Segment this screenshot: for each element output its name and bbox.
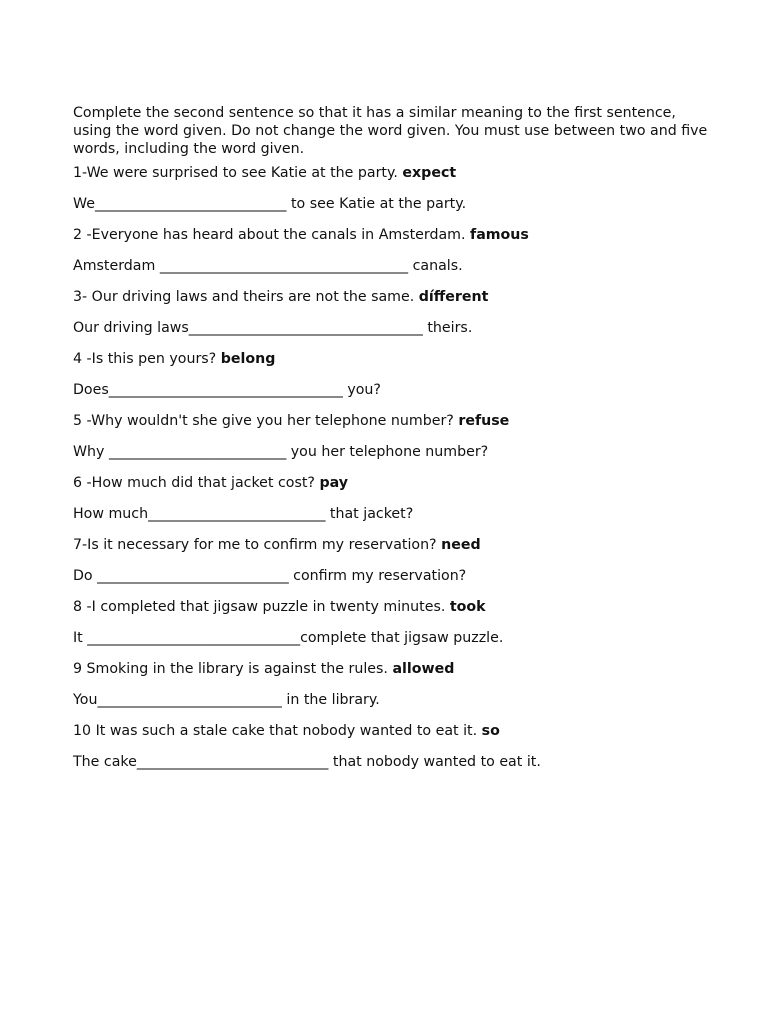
question-1-keyword: expect	[402, 165, 457, 181]
question-9	[73, 660, 713, 691]
answer-5-end: you her telephone number?	[286, 444, 489, 460]
question-8	[73, 598, 713, 629]
answer-9-start: You	[73, 692, 98, 708]
question-8-keyword: took	[449, 599, 486, 615]
answer-2-blank[interactable]: ___________________________________	[159, 258, 409, 274]
answer-8-blank[interactable]: ______________________________	[87, 630, 301, 646]
question-1-prompt: 1-We were surprised to see Katie at the party.	[73, 165, 403, 181]
answer-6-blank[interactable]: _________________________	[148, 506, 326, 522]
question-7	[73, 536, 713, 567]
question-6-keyword: pay	[319, 475, 348, 491]
question-9-prompt: 9 Smoking in the library is against the rules.	[73, 661, 393, 677]
answer-8-start: It	[73, 630, 88, 646]
question-9-keyword: allowed	[392, 661, 455, 677]
answer-10-start: The cake	[73, 754, 137, 770]
answer-1-end: to see Katie at the party.	[286, 196, 467, 212]
answer-10-blank[interactable]: ___________________________	[136, 754, 329, 770]
answer-4	[73, 381, 713, 412]
question-4	[73, 350, 713, 381]
answer-3-start: Our driving laws	[73, 320, 189, 336]
answer-10-end: that nobody wanted to eat it.	[328, 754, 541, 770]
answer-10	[73, 753, 713, 784]
answer-4-blank[interactable]: _________________________________	[108, 382, 343, 398]
instructions-text: Complete the second sentence so that it has a similar meaning to the first sentence, using the word given. Do not change the word given. You must use between two and five words, including the word given.	[73, 105, 708, 157]
answer-6	[73, 505, 713, 536]
question-4-prompt: 4 -Is this pen yours?	[73, 351, 221, 367]
answer-3-blank[interactable]: _________________________________	[188, 320, 423, 336]
worksheet-page	[73, 104, 713, 784]
answer-1-blank[interactable]: ___________________________	[94, 196, 287, 212]
question-2-prompt: 2 -Everyone has heard about the canals in Amsterdam.	[73, 227, 471, 243]
answer-2	[73, 257, 713, 288]
question-5-keyword: refuse	[458, 413, 510, 429]
question-10-keyword: so	[481, 723, 500, 739]
answer-9	[73, 691, 713, 722]
question-5-prompt: 5 -Why wouldn't she give you her telephone number?	[73, 413, 459, 429]
question-6-prompt: 6 -How much did that jacket cost?	[73, 475, 320, 491]
answer-6-start: How much	[73, 506, 149, 522]
answer-8	[73, 629, 713, 660]
question-8-prompt: 8 -I completed that jigsaw puzzle in twenty minutes.	[73, 599, 450, 615]
question-3	[73, 288, 713, 319]
question-2	[73, 226, 713, 257]
question-5	[73, 412, 713, 443]
question-7-keyword: need	[441, 537, 481, 553]
answer-2-start: Amsterdam	[73, 258, 160, 274]
question-3-prompt: 3- Our driving laws and theirs are not the same.	[73, 289, 419, 305]
answer-9-end: in the library.	[281, 692, 380, 708]
question-4-keyword: belong	[220, 351, 276, 367]
answer-4-start: Does	[73, 382, 109, 398]
question-10-prompt: 10 It was such a stale cake that nobody wanted to eat it.	[73, 723, 482, 739]
answer-2-end: canals.	[408, 258, 463, 274]
answer-4-end: you?	[342, 382, 381, 398]
question-3-keyword: dífferent	[418, 289, 489, 305]
answer-9-blank[interactable]: __________________________	[97, 692, 282, 708]
answer-7-start: Do	[73, 568, 98, 584]
answer-7-end: confirm my reservation?	[288, 568, 467, 584]
answer-7-blank[interactable]: ___________________________	[97, 568, 289, 584]
answer-5-start: Why	[73, 444, 109, 460]
question-1	[73, 164, 713, 195]
answer-3-end: theirs.	[422, 320, 473, 336]
answer-1	[73, 195, 713, 226]
question-2-keyword: famous	[470, 227, 529, 243]
answer-1-start: We	[73, 196, 95, 212]
question-6	[73, 474, 713, 505]
answer-6-end: that jacket?	[325, 506, 414, 522]
answer-8-end: complete that jigsaw puzzle.	[300, 630, 504, 646]
question-10	[73, 722, 713, 753]
answer-7	[73, 567, 713, 598]
answer-3	[73, 319, 713, 350]
answer-5-blank[interactable]: _________________________	[108, 444, 287, 460]
answer-5	[73, 443, 713, 474]
question-7-prompt: 7-Is it necessary for me to confirm my reservation?	[73, 537, 442, 553]
